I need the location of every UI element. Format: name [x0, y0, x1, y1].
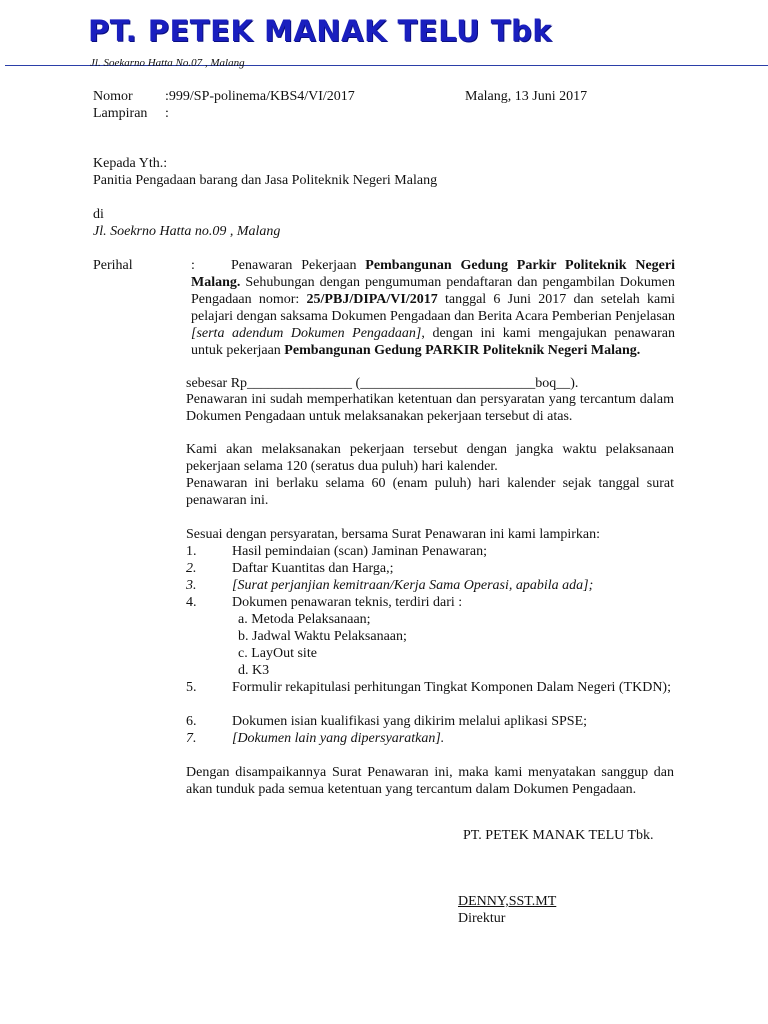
project-title: Pembangunan Gedung Parkir Politeknik Negeri Malang.	[191, 258, 675, 290]
list-number: 3.	[186, 578, 197, 593]
list-number: 4.	[186, 595, 197, 610]
perihal-text-3: tanggal 6 Juni 2017 dan setelah kami pelajari dengan saksama Dokumen Pengadaan dan Berita Acara Pemberian Penjelasan	[191, 292, 675, 324]
nomor-value: :999/SP-polinema/KBS4/VI/2017	[165, 89, 355, 104]
list-item: [Dokumen lain yang dipersyaratkan].	[232, 731, 445, 746]
project-title-2: Pembangunan Gedung PARKIR Politeknik Negeri Malang.	[284, 343, 641, 358]
list-number: 5.	[186, 680, 197, 695]
paragraph-validity: Penawaran ini berlaku selama 60 (enam puluh) hari kalender sejak tanggal surat penawaran ini.	[186, 476, 674, 508]
recipient-name: Panitia Pengadaan barang dan Jasa Politeknik Negeri Malang	[93, 173, 438, 188]
perihal-colon: :	[191, 258, 195, 273]
list-number: 1.	[186, 544, 197, 559]
nomor-label: Nomor	[93, 89, 133, 104]
perihal-text-2: Sehubungan dengan pengumuman pendaftaran dan pengambilan Dokumen Pengadaan nomor:	[191, 275, 675, 307]
company-letterhead: PT. PETEK MANAK TELU Tbk	[88, 14, 553, 48]
list-item: Hasil pemindaian (scan) Jaminan Penawaran;	[232, 544, 488, 559]
list-item: Formulir rekapitulasi perhitungan Tingkat Komponen Dalam Negeri (TKDN);	[232, 680, 671, 695]
list-item: Dokumen isian kualifikasi yang dikirim melalui aplikasi SPSE;	[232, 714, 588, 729]
document-number: 25/PBJ/DIPA/VI/2017	[306, 292, 438, 307]
closing-paragraph: Dengan disampaikannya Surat Penawaran ini, maka kami menyatakan sanggup dan akan tunduk pada semua ketentuan yang tercantum dalam Dokumen Pengadaan.	[186, 765, 674, 797]
paragraph-duration: Kami akan melaksanakan pekerjaan tersebut dengan jangka waktu pelaksanaan pekerjaan selama 120 (seratus dua puluh) hari kalender.	[186, 442, 674, 474]
signature-company: PT. PETEK MANAK TELU Tbk.	[463, 828, 654, 843]
list-number: 2.	[186, 561, 197, 576]
list-number: 6.	[186, 714, 197, 729]
perihal-text-4: , dengan ini kami mengajukan penawaran untuk pekerjaan	[191, 326, 676, 358]
list-item: Daftar Kuantitas dan Harga,;	[232, 561, 394, 576]
recipient-di: di	[93, 207, 104, 222]
list-item: Dokumen penawaran teknis, terdiri dari :	[232, 595, 463, 610]
company-address: Jl. Soekarno Hatta No.07 , Malang	[90, 57, 245, 69]
paragraph-requirements: Penawaran ini sudah memperhatikan ketentuan dan persyaratan yang tercantum dalam Dokumen Pengadaan untuk melaksanakan pekerjaan tersebut di atas.	[186, 392, 674, 424]
letter-date: Malang, 13 Juni 2017	[465, 89, 588, 104]
perihal-text-1: Penawaran Pekerjaan	[231, 258, 366, 273]
signatory-title: Direktur	[458, 911, 506, 926]
sub-list-item: a. Metoda Pelaksanaan;	[238, 612, 371, 627]
recipient-address: Jl. Soekrno Hatta no.09 , Malang	[93, 224, 281, 239]
perihal-paragraph	[191, 257, 675, 359]
offer-amount: sebesar Rp_______________ (_________________________boq__).	[186, 376, 579, 391]
attachments-intro: Sesuai dengan persyaratan, bersama Surat Penawaran ini kami lampirkan:	[186, 527, 601, 542]
sub-list-item: b. Jadwal Waktu Pelaksanaan;	[238, 629, 407, 644]
lampiran-label: Lampiran	[93, 106, 148, 121]
adendum-note: [serta adendum Dokumen Pengadaan]	[191, 326, 422, 341]
list-item: [Surat perjanjian kemitraan/Kerja Sama Operasi, apabila ada];	[232, 578, 594, 593]
sub-list-item: c. LayOut site	[238, 646, 317, 661]
signatory-name: DENNY,SST.MT	[458, 894, 557, 909]
perihal-label: Perihal	[93, 258, 133, 273]
sub-list-item: d. K3	[238, 663, 270, 678]
salutation: Kepada Yth.:	[93, 156, 168, 171]
list-number: 7.	[186, 731, 197, 746]
lampiran-value: :	[165, 106, 169, 121]
